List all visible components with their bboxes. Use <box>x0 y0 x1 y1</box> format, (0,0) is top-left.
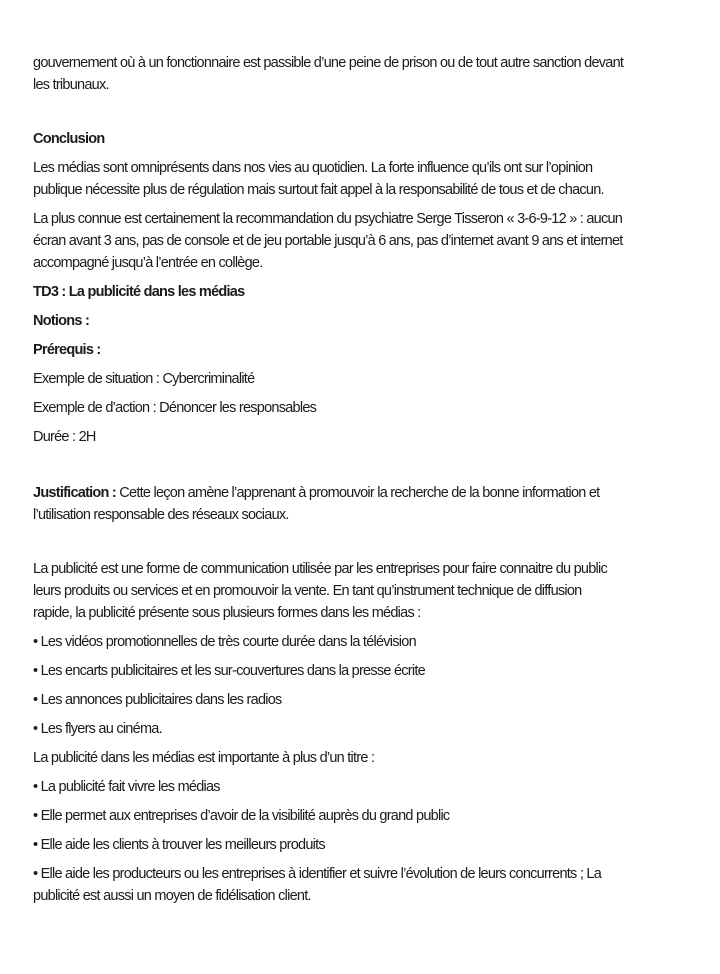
text-run: • Les encarts publicitaires et les sur-couvertures dans la presse écrite <box>33 663 425 679</box>
text-run: Exemple de d’action : Dénoncer les responsables <box>33 400 317 416</box>
text-line <box>33 157 688 179</box>
text-run: • Elle aide les producteurs ou les entreprises à identifier et suivre l’évolution de leurs concurrents ; La <box>33 866 602 882</box>
bullet-item <box>33 863 688 907</box>
body-paragraph <box>33 747 688 769</box>
text-line <box>33 805 688 827</box>
text-line <box>33 310 688 332</box>
bullet-item <box>33 834 688 856</box>
text-line <box>33 834 688 856</box>
text-run: • Elle aide les clients à trouver les meilleurs produits <box>33 837 325 853</box>
text-line <box>33 747 688 769</box>
body-paragraph <box>33 52 688 96</box>
text-line <box>33 504 688 526</box>
bullet-item <box>33 805 688 827</box>
text-line <box>33 660 688 682</box>
text-line <box>33 863 688 885</box>
bullet-item <box>33 660 688 682</box>
heading-paragraph <box>33 310 688 332</box>
paragraph-spacer <box>33 533 688 558</box>
text-run: Durée : 2H <box>33 429 96 445</box>
text-run: Exemple de situation : Cybercriminalité <box>33 371 255 387</box>
text-run: La publicité dans les médias est importante à plus d’un titre : <box>33 750 375 766</box>
bold-text-run: Prérequis : <box>33 342 101 358</box>
paragraph-spacer <box>33 455 688 482</box>
text-run: La publicité est une forme de communication utilisée par les entreprises pour faire connaitre du public <box>33 561 607 577</box>
body-paragraph <box>33 482 688 526</box>
paragraph-spacer <box>33 103 688 128</box>
text-line <box>33 689 688 711</box>
text-run: • La publicité fait vivre les médias <box>33 779 220 795</box>
body-paragraph <box>33 558 688 624</box>
text-run: La plus connue est certainement la recommandation du psychiatre Serge Tisseron « 3-6-9-12 » : aucun <box>33 211 623 227</box>
text-run: Les médias sont omniprésents dans nos vies au quotidien. La forte influence qu’ils ont sur l’opinion <box>33 160 593 176</box>
text-line <box>33 397 688 419</box>
document-body <box>33 52 688 914</box>
bullet-item <box>33 689 688 711</box>
body-paragraph <box>33 368 688 390</box>
bullet-item <box>33 718 688 740</box>
text-line <box>33 208 688 230</box>
text-run: publique nécessite plus de régulation mais surtout fait appel à la responsabilité de tous et de chacun. <box>33 182 604 198</box>
text-line <box>33 368 688 390</box>
text-line <box>33 580 688 602</box>
text-run: les tribunaux. <box>33 77 109 93</box>
text-line <box>33 230 688 252</box>
text-run: accompagné jusqu’à l’entrée en collège. <box>33 255 263 271</box>
text-run: l’utilisation responsable des réseaux sociaux. <box>33 507 289 523</box>
bold-text-run: Notions : <box>33 313 90 329</box>
text-line <box>33 776 688 798</box>
text-run: rapide, la publicité présente sous plusieurs formes dans les médias : <box>33 605 421 621</box>
text-run: écran avant 3 ans, pas de console et de jeu portable jusqu’à 6 ans, pas d’internet avant 9 ans et internet <box>33 233 623 249</box>
text-run: gouvernement où à un fonctionnaire est passible d’une peine de prison ou de tout autre sanction devant <box>33 55 624 71</box>
heading-paragraph <box>33 281 688 303</box>
text-line <box>33 52 688 74</box>
text-run: Cette leçon amène l’apprenant à promouvoir la recherche de la bonne information et <box>119 485 600 501</box>
text-run: leurs produits ou services et en promouvoir la vente. En tant qu’instrument technique de diffusion <box>33 583 582 599</box>
text-line <box>33 558 688 580</box>
text-line <box>33 482 688 504</box>
text-line <box>33 339 688 361</box>
bold-text-run: Justification : <box>33 485 120 501</box>
bullet-item <box>33 631 688 653</box>
bold-text-run: TD3 : La publicité dans les médias <box>33 284 245 300</box>
text-line <box>33 281 688 303</box>
heading-paragraph <box>33 339 688 361</box>
text-line <box>33 631 688 653</box>
text-line <box>33 885 688 907</box>
text-run: • Elle permet aux entreprises d’avoir de la visibilité auprès du grand public <box>33 808 450 824</box>
text-line <box>33 128 688 150</box>
body-paragraph <box>33 157 688 201</box>
text-run: publicité est aussi un moyen de fidélisation client. <box>33 888 311 904</box>
heading-paragraph <box>33 128 688 150</box>
bold-text-run: Conclusion <box>33 131 105 147</box>
text-line <box>33 179 688 201</box>
text-run: • Les annonces publicitaires dans les radios <box>33 692 282 708</box>
text-run: • Les vidéos promotionnelles de très courte durée dans la télévision <box>33 634 416 650</box>
body-paragraph <box>33 208 688 274</box>
text-line <box>33 74 688 96</box>
text-line <box>33 602 688 624</box>
bullet-item <box>33 776 688 798</box>
text-line <box>33 426 688 448</box>
body-paragraph <box>33 397 688 419</box>
text-line <box>33 252 688 274</box>
body-paragraph <box>33 426 688 448</box>
text-line <box>33 718 688 740</box>
text-run: • Les flyers au cinéma. <box>33 721 162 737</box>
